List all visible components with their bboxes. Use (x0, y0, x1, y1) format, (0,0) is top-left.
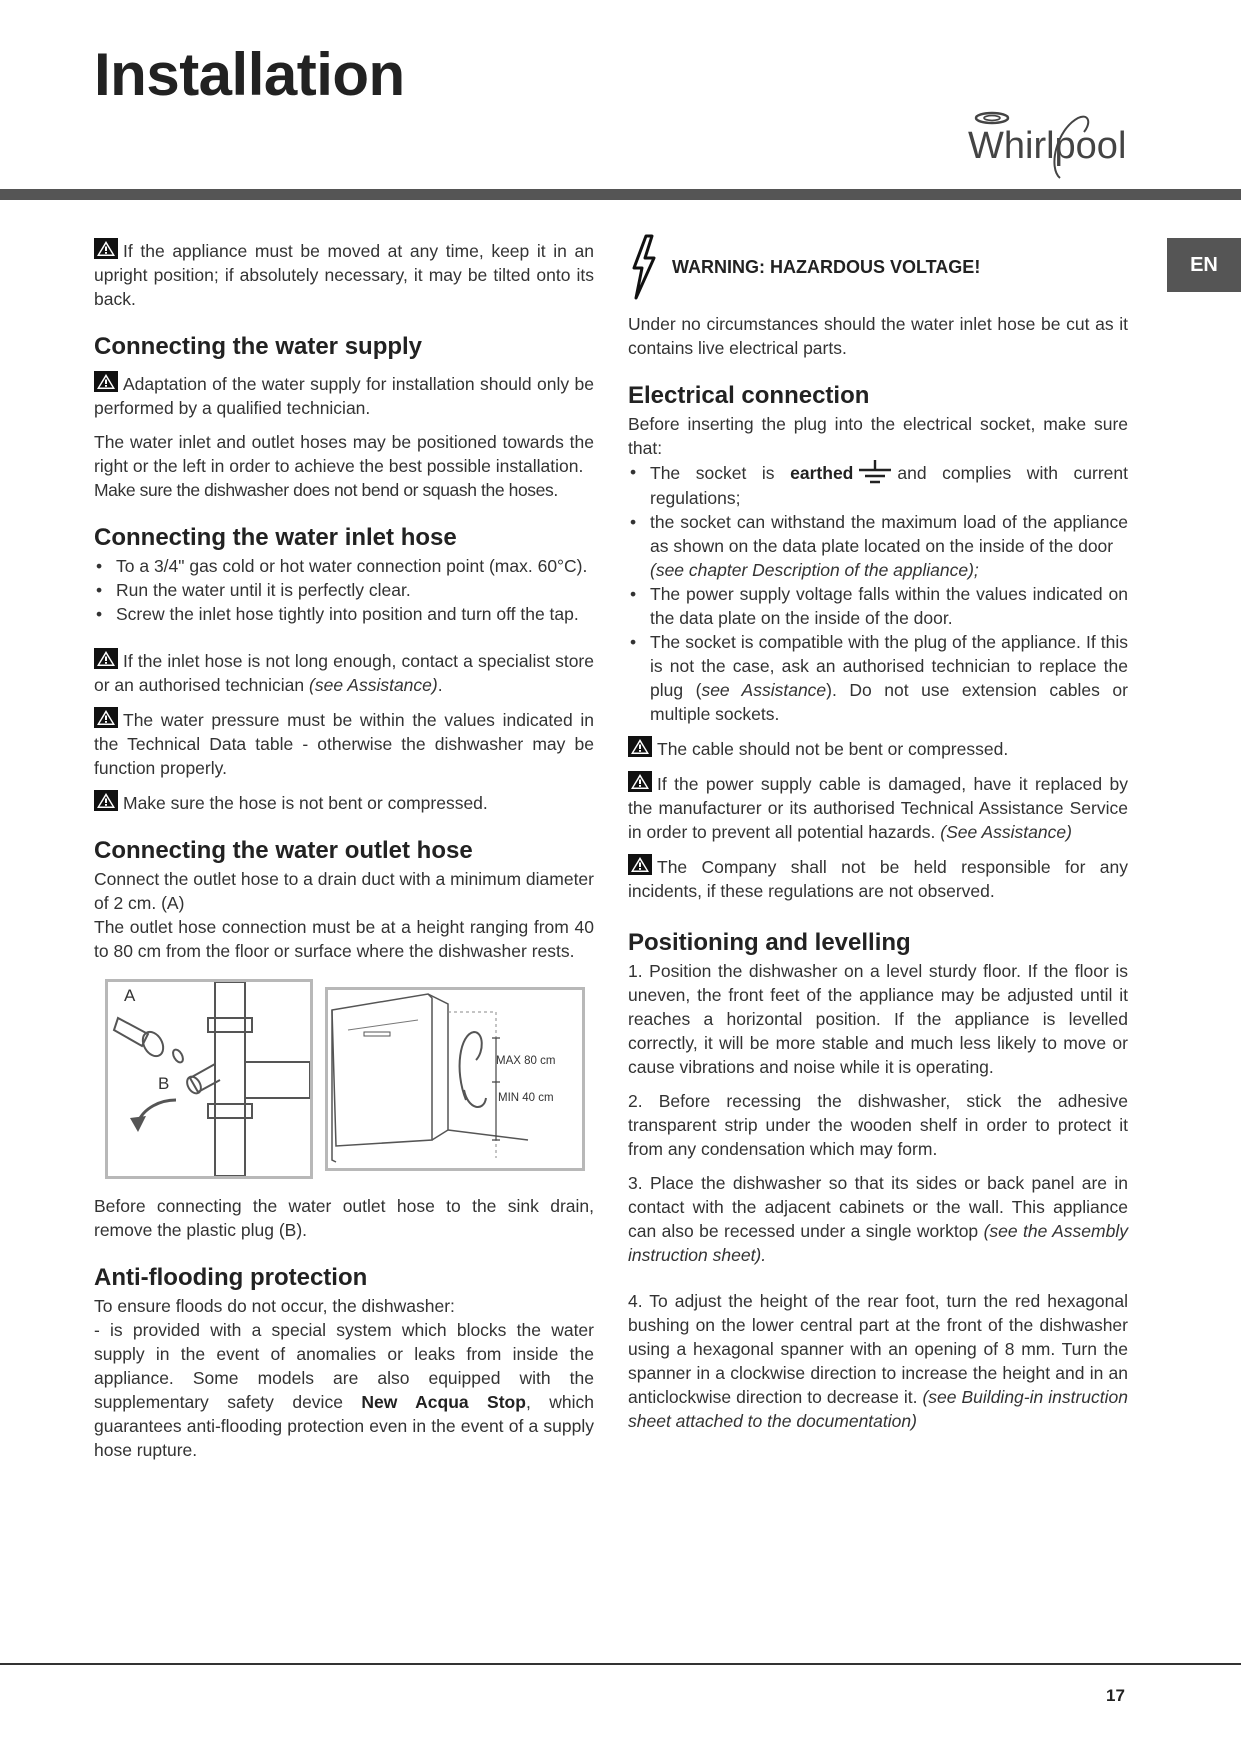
brand-wordmark: Whirlpool (968, 125, 1127, 167)
figure-label-b: B (158, 1074, 170, 1093)
hazard-text: Under no circumstances should the water inlet hose be cut as it contains live electrical parts. (628, 314, 1128, 358)
inlet-hose-warning-1: If the inlet hose is not long enough, contact a specialist store or an authorised technician (see Assistance). (94, 648, 594, 697)
water-supply-para: The water inlet and outlet hoses may be positioned towards the right or the left in order to achieve the best possible installation. (94, 432, 594, 476)
inlet-hose-list (94, 554, 594, 626)
anti-flooding-para-2: - is provided with a special system which blocks the water supply in the event of anomalies or leaks from inside the appliance. Some models are also equipped with the supplementary safety device New Acqua Stop, which guarantees anti-flooding protection even in the event of a supply hose rupture. (94, 1320, 594, 1460)
whirlpool-logo (960, 108, 1130, 183)
warning-triangle-icon (628, 736, 652, 757)
positioning-step-2: 2. Before recessing the dishwasher, stick the adhesive transparent strip under the wooden shelf in order to protect it from any condensation which may form. (628, 1091, 1128, 1159)
section-heading-inlet-hose: Connecting the water inlet hose (94, 524, 457, 551)
warning-triangle-icon (94, 238, 118, 259)
electrical-list (628, 460, 1128, 558)
footer-rule (0, 1663, 1241, 1665)
figure-max-label: MAX 80 cm (496, 1055, 556, 1067)
inlet-hose-warning-2: The water pressure must be within the values indicated in the Technical Data table - otherwise the dishwasher may be function properly. (94, 707, 594, 780)
page-number: 17 (1106, 1686, 1125, 1705)
electrical-intro: Before inserting the plug into the electrical socket, make sure that: (628, 414, 1128, 458)
warning-triangle-icon (94, 371, 118, 392)
liability-warning: The Company shall not be held responsible for any incidents, if these regulations are not observed. (628, 854, 1128, 903)
list-item: • Run the water until it is perfectly clear. (94, 578, 594, 602)
water-supply-warning: Adaptation of the water supply for installation should only be performed by a qualified technician. (94, 371, 594, 420)
warning-triangle-icon (628, 854, 652, 875)
header-rule (0, 189, 1241, 200)
right-column (628, 238, 1128, 1433)
lightning-bolt-icon (628, 234, 658, 300)
earth-ground-icon (857, 460, 893, 486)
left-column (94, 238, 594, 1462)
electrical-note: (see chapter Description of the appliance); (650, 560, 979, 580)
inlet-hose-warning-3: Make sure the hose is not bent or compressed. (94, 790, 594, 815)
damaged-cable-warning: If the power supply cable is damaged, have it replaced by the manufacturer or its authorised Technical Assistance Service in order to prevent all potential hazards. (See Assistance) (628, 771, 1128, 844)
warning-triangle-icon (94, 707, 118, 728)
hazardous-voltage-warning (628, 234, 1128, 300)
section-heading-water-supply: Connecting the water supply (94, 333, 423, 360)
section-heading-electrical: Electrical connection (628, 382, 870, 409)
section-heading-anti-flooding: Anti-flooding protection (94, 1264, 368, 1291)
list-item: • The socket is compatible with the plug of the appliance. If this is not the case, ask an authorised technician to replace the plug (see Assistance). Do not use extension cables or multiple sockets. (628, 630, 1128, 726)
water-supply-para-2: Make sure the dishwasher does not bend or squash the hoses. (94, 480, 558, 500)
electrical-list-2 (628, 582, 1128, 726)
positioning-step-3: 3. Place the dishwasher so that its sides or back panel are in contact with the adjacent cabinets or the wall. This appliance can also be recessed under a single worktop (see the Assembly instruction sheet). (628, 1173, 1128, 1265)
section-heading-outlet-hose: Connecting the water outlet hose (94, 837, 473, 864)
language-tab: EN (1167, 238, 1241, 292)
list-item: • the socket can withstand the maximum load of the appliance as shown on the data plate located on the inside of the door (628, 510, 1128, 558)
list-item: • The power supply voltage falls within the values indicated on the data plate on the inside of the door. (628, 582, 1128, 630)
list-item: • Screw the inlet hose tightly into position and turn off the tap. (94, 602, 594, 626)
outlet-hose-para-3: Before connecting the water outlet hose to the sink drain, remove the plastic plug (B). (94, 1196, 594, 1240)
warning-triangle-icon (94, 790, 118, 811)
list-item: • The socket is earthed and complies with current regulations; (628, 460, 1128, 510)
drain-connection-figure (105, 979, 313, 1179)
move-warning: If the appliance must be moved at any time, keep it in an upright position; if absolutely necessary, it may be tilted onto its back. (94, 238, 594, 311)
outlet-hose-para-2: The outlet hose connection must be at a height ranging from 40 to 80 cm from the floor or surface where the dishwasher rests. (94, 917, 594, 961)
hazard-title: WARNING: HAZARDOUS VOLTAGE! (672, 257, 981, 277)
cable-warning: The cable should not be bent or compressed. (628, 736, 1128, 761)
figure-min-label: MIN 40 cm (498, 1092, 554, 1104)
outlet-hose-figures (94, 979, 594, 1194)
page-title: Installation (94, 41, 405, 108)
section-heading-positioning: Positioning and levelling (628, 929, 911, 956)
figure-label-a: A (124, 986, 136, 1005)
outlet-hose-para-1: Connect the outlet hose to a drain duct with a minimum diameter of 2 cm. (A) (94, 869, 594, 913)
positioning-step-4: 4. To adjust the height of the rear foot, turn the red hexagonal bushing on the lower central part at the front of the dishwasher using a hexagonal spanner with an opening of 8 mm. Turn the spanner in a clockwise direction to increase the height and in an anticlockwise direction to decrease it. (see Building-in instruction sheet attached to the documentation) (628, 1291, 1128, 1431)
outlet-height-figure (325, 987, 585, 1171)
list-item: • To a 3/4" gas cold or hot water connection point (max. 60°C). (94, 554, 594, 578)
positioning-step-1: 1. Position the dishwasher on a level sturdy floor. If the floor is uneven, the front feet of the appliance may be adjusted until it reaches a horizontal position. If the appliance is levelled correctly, it will be more stable and much less likely to move or cause vibrations and noise while it is operating. (628, 961, 1128, 1077)
anti-flooding-para-1: To ensure floods do not occur, the dishwasher: (94, 1296, 455, 1316)
warning-triangle-icon (628, 771, 652, 792)
warning-triangle-icon (94, 648, 118, 669)
